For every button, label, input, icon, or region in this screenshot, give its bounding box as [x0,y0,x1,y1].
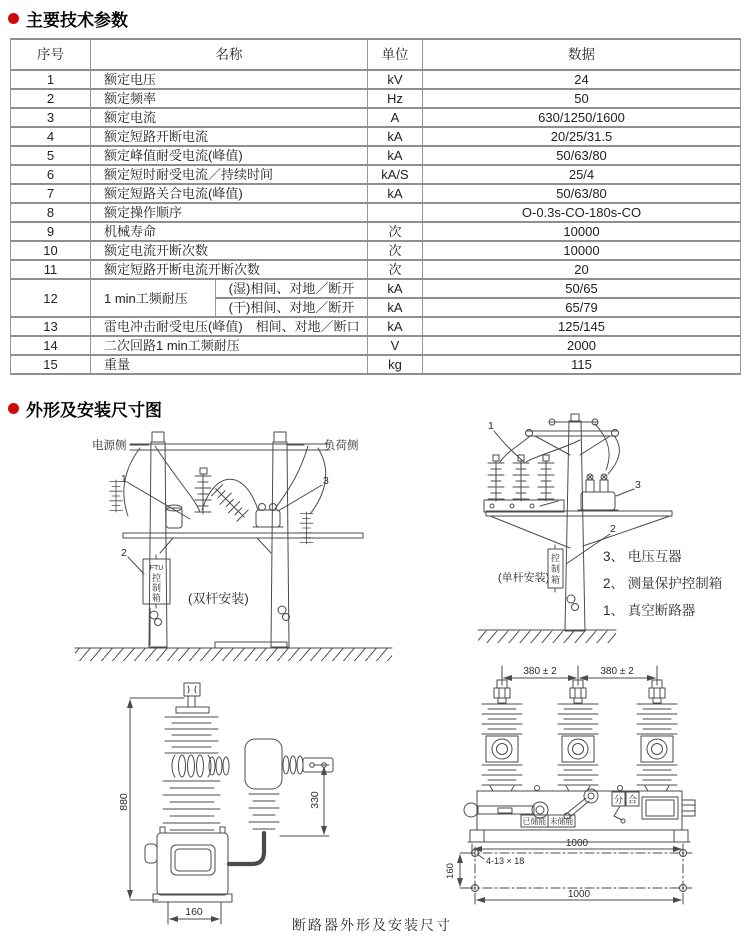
cell-no: 12 [11,279,91,317]
cell-no: 6 [11,165,91,184]
cell-condition: (湿)相间、对地／断开 [216,279,368,298]
cell-value: O-0.3s-CO-180s-CO [423,203,741,222]
cell-no: 14 [11,336,91,355]
table-header-row [11,39,741,70]
col-header-data: 数据 [423,39,741,70]
table-row [11,260,741,279]
cell-value: 65/79 [423,298,741,317]
table-row [11,146,741,165]
svg-text:制: 制 [151,583,162,593]
table-row [11,165,741,184]
breaker-front-view-diagram [440,658,750,948]
bottom-caption: 断路器外形及安装尺寸 [292,917,452,933]
dim-330-label: 330 [309,791,321,809]
double-pole-caption: (双杆安装) [188,591,249,606]
uncharged-label: 未储能 [549,817,574,826]
cell-name: 额定电流开断次数 [91,241,368,260]
cell-value: 50/63/80 [423,146,741,165]
cell-unit: kA [368,298,423,317]
dim-1000-holes-label: 1000 [567,889,591,900]
open-label: 分 [613,795,624,806]
legend-item-3: 3、 电压互器 [603,549,682,564]
control-box-label: 控 [550,553,561,563]
cell-name: 机械寿命 [91,222,368,241]
cell-value: 2000 [423,336,741,355]
single-pole-installation-diagram [420,410,750,662]
svg-text:制: 制 [550,564,561,574]
svg-text:箱: 箱 [151,593,162,603]
cell-value: 50/65 [423,279,741,298]
cell-value: 630/1250/1600 [423,108,741,127]
cell-value: 20/25/31.5 [423,127,741,146]
cell-value: 50 [423,89,741,108]
single-pole-caption: (单杆安装) [498,572,550,584]
cell-unit: kA [368,317,423,336]
cell-name: 雷电冲击耐受电压(峰值) 相间、对地／断口 [91,317,368,336]
cell-unit: kA [368,146,423,165]
cell-no: 13 [11,317,91,336]
svg-text:箱: 箱 [550,575,561,585]
cell-value: 25/4 [423,165,741,184]
table-row [11,70,741,89]
dim-1000-body-label: 1000 [565,838,589,849]
col-header-unit: 单位 [368,39,423,70]
ref-2-label: 2 [610,523,616,535]
table-row [11,127,741,146]
cell-value: 50/63/80 [423,184,741,203]
cell-value: 20 [423,260,741,279]
cell-name: 额定电流 [91,108,368,127]
cell-no: 3 [11,108,91,127]
cell-no: 7 [11,184,91,203]
cell-name: 额定短路开断电流开断次数 [91,260,368,279]
table-row [11,279,741,298]
col-header-no: 序号 [11,39,91,70]
hole-note-label: 4-13 × 18 [486,856,525,866]
cell-name: 额定短时耐受电流／持续时间 [91,165,368,184]
cell-no: 5 [11,146,91,165]
cell-no: 1 [11,70,91,89]
table-row [11,222,741,241]
section-title-text: 主要技术参数 [26,11,128,30]
ref-1-label: 1 [121,473,127,485]
cell-no: 2 [11,89,91,108]
cell-name: 额定短路关合电流(峰值) [91,184,368,203]
ref-3-label: 3 [635,479,641,491]
table-row [11,336,741,355]
cell-name: 重量 [91,355,368,374]
cell-no: 4 [11,127,91,146]
table-row [11,241,741,260]
svg-text:380 ± 2: 380 ± 2 [600,666,634,677]
cell-unit [368,203,423,222]
svg-text:控: 控 [151,573,162,583]
table-row [11,355,741,374]
cell-name: 二次回路1 min工频耐压 [91,336,368,355]
legend-item-1: 1、 真空断路器 [603,603,696,618]
red-bullet-icon [8,403,19,414]
close-label: 合 [627,795,638,806]
ref-2-label: 2 [121,547,127,559]
breaker-side-view-diagram [118,676,363,942]
cell-unit: 次 [368,260,423,279]
cell-no: 10 [11,241,91,260]
charged-label: 已储能 [522,817,547,826]
dim-160-label: 160 [185,906,203,918]
section-title-text: 外形及安装尺寸图 [26,401,162,420]
cell-no: 9 [11,222,91,241]
cell-unit: 次 [368,222,423,241]
cell-no: 8 [11,203,91,222]
red-bullet-icon [8,13,19,24]
cell-value: 125/145 [423,317,741,336]
cell-name: 额定操作顺序 [91,203,368,222]
parameters-table [10,38,741,375]
table-row [11,89,741,108]
cell-value: 10000 [423,241,741,260]
cell-condition: (干)相间、对地／断开 [216,298,368,317]
ref-1-label: 1 [488,420,494,432]
cell-unit: A [368,108,423,127]
cell-value: 24 [423,70,741,89]
legend-item-2: 2、 测量保护控制箱 [603,576,723,591]
cell-value: 115 [423,355,741,374]
ref-3-label: 3 [323,475,329,487]
cell-unit: kA [368,127,423,146]
load-side-label: 负荷侧 [324,440,359,452]
cell-unit: kA/S [368,165,423,184]
cell-value: 10000 [423,222,741,241]
cell-unit: V [368,336,423,355]
cell-unit: kA [368,184,423,203]
source-side-label: 电源侧 [92,440,127,452]
cell-unit: Hz [368,89,423,108]
cell-name: 额定电压 [91,70,368,89]
cell-name: 额定频率 [91,89,368,108]
cell-name: 额定短路开断电流 [91,127,368,146]
cell-unit: kA [368,279,423,298]
dim-160-label: 160 [445,863,456,879]
parameters-table-body [11,70,741,374]
section-title-parameters [8,6,128,31]
col-header-name: 名称 [91,39,368,70]
table-row [11,203,741,222]
table-row [11,184,741,203]
ftu-box-label: FTU [149,565,164,572]
double-pole-installation-diagram [60,424,400,669]
cell-no: 15 [11,355,91,374]
cell-name: 额定峰值耐受电流(峰值) [91,146,368,165]
section-title-dimensions [8,396,162,421]
dim-880-label: 880 [118,793,130,811]
cell-unit: kV [368,70,423,89]
table-row [11,317,741,336]
table-row [11,108,741,127]
dim-phase-spacing-label: 380 ± 2 [523,666,557,677]
cell-no: 11 [11,260,91,279]
cell-unit: kg [368,355,423,374]
cell-unit: 次 [368,241,423,260]
cell-name: 1 min工频耐压 [91,279,216,317]
